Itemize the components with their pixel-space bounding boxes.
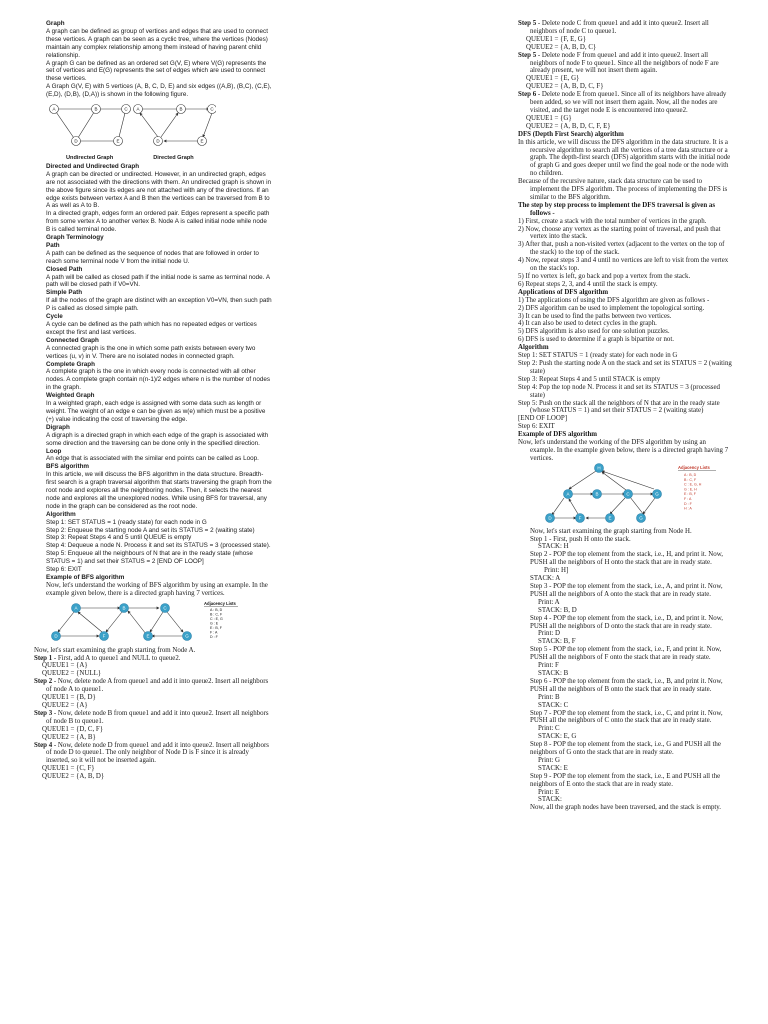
fig1-node-label: B xyxy=(179,106,183,112)
dfs-steps-heading: The step by step process to implement the DFS traversal is given as follows - xyxy=(518,201,716,217)
fig2-adjacency-entry: B : C, F xyxy=(210,612,223,617)
fig3-node-label: H xyxy=(597,465,601,471)
step-text: Step 2 - POP the top element from the stack, i.e., H, and print it. Now, PUSH all the neighbors of H onto the stack that are in ready state. xyxy=(530,551,723,567)
graph-heading: Graph xyxy=(46,20,65,27)
connected-heading: Connected Graph xyxy=(46,336,99,344)
print-line: Print: B xyxy=(538,693,560,701)
step-label: Step 4 xyxy=(34,741,53,749)
loop-heading: Loop xyxy=(46,447,62,455)
step-text: - Now, delete node A from queue1 and add it into queue2. Insert all neighbors of node A to queue1. xyxy=(46,678,269,694)
closed-path-text: A path will be called as closed path if the initial node is same as terminal node. A path will be closed path if V0=VN. xyxy=(46,273,270,289)
fig1-node-label: E xyxy=(200,138,204,144)
step-label: Step 5 xyxy=(518,51,537,59)
queue-line: QUEUE2 = {A, B, D, C} xyxy=(526,43,597,51)
fig2-node-label: G xyxy=(185,633,189,639)
directed-graph-caption: Directed Graph xyxy=(153,154,194,161)
simple-path-text: If all the nodes of the graph are distinct with an exception V0=VN, then such path P is called as closed simple path. xyxy=(46,297,272,313)
left-column xyxy=(34,20,272,781)
dfs-text-2: Because of the recursive nature, stack data structure can be used to implement the DFS algorithm. The process of implementing the DFS is similar to the BFS algorithm. xyxy=(518,178,728,201)
dfs-process-step: 3) After that, push a non-visited vertex (adjacent to the vertex on the top of the stack) to the top of the stack. xyxy=(518,241,725,257)
complete-heading: Complete Graph xyxy=(46,360,95,368)
fig3-adjacency-entry: F : A xyxy=(684,496,692,501)
fig1-node-label: C xyxy=(124,106,128,112)
queue-line: QUEUE2 = {NULL} xyxy=(42,670,102,678)
bfs-step xyxy=(34,655,272,679)
step-label: Step 1 xyxy=(34,654,53,662)
fig3-node-label: D xyxy=(548,515,552,521)
step-text: - First, add A to queue1 and NULL to queue2. xyxy=(52,654,181,662)
bfs-graph-figure xyxy=(46,598,272,647)
fig3-node-label: F xyxy=(578,515,582,521)
dfs-algo-step: Step 2: Push the starting node A on the stack and set its STATUS = 2 (waiting state) xyxy=(518,359,732,375)
bfs-example-text: Now, let's understand the working of BFS algorithm by using an example. In the example given below, there is a directed graph having 7 vertices. xyxy=(46,581,268,597)
directed-text-2: In a directed graph, edges form an ordered pair. Edges represent a specific path from some vertex A to another vertex B. Node A is called initial node while node B is called terminal node. xyxy=(46,210,270,234)
bfs-step xyxy=(518,52,732,92)
stack-line: STACK: E, G xyxy=(538,733,577,741)
dfs-algo-step: Step 5: Push on the stack all the neighbors of N that are in the ready state (whose STATUS = 1) and set their STATUS = 2 (waiting state) xyxy=(518,399,720,415)
digraph-text: A digraph is a directed graph in which each edge of the graph is associated with some direction and the traversing can be done only in the specified direction. xyxy=(46,431,269,447)
step-label: Step 2 xyxy=(34,678,53,686)
queue-line: QUEUE1 = {G} xyxy=(526,114,572,122)
dfs-application: 3) It can be used to find the paths between two vertices. xyxy=(518,312,672,320)
fig2-node-label: B xyxy=(122,605,126,611)
dfs-algo-step: Step 6: EXIT xyxy=(518,423,555,431)
path-heading: Path xyxy=(46,241,60,249)
step-text: Step 6 - POP the top element from the stack, i.e., B, and print it. Now, PUSH all the neighbors of B onto the stack that are in ready state. xyxy=(530,677,723,693)
dfs-graph-diagram xyxy=(528,463,728,525)
dfs-application: 5) DFS algorithm is also used for one solution puzzles. xyxy=(518,328,670,336)
bfs-step xyxy=(518,20,732,52)
step-text: Step 7 - POP the top element from the stack, i.e., C, and print it. Now, PUSH all the neighbors of C onto the stack that are in ready state. xyxy=(530,709,723,725)
step-text: - Delete node C from queue1 and add it into queue2. Insert all neighbors of node C to queue1. xyxy=(530,20,709,35)
weighted-heading: Weighted Graph xyxy=(46,392,95,400)
fig1-node-label: A xyxy=(52,106,56,112)
fig1-node-label: D xyxy=(156,138,160,144)
simple-path-heading: Simple Path xyxy=(46,289,83,297)
queue-line: QUEUE1 = {D, C, F} xyxy=(42,725,104,733)
fig1-node-label: C xyxy=(210,106,214,112)
fig2-adjacency-entry: D : F xyxy=(210,634,218,639)
queue-line: QUEUE1 = {B, D} xyxy=(42,694,96,702)
fig3-adjacency-entry: H : A xyxy=(684,506,692,511)
fig2-node-label: C xyxy=(163,605,167,611)
queue-line: QUEUE1 = {C, F} xyxy=(42,765,95,773)
dfs-algo-step: Step 4: Pop the top node N. Process it and set its STATUS = 3 (processed state) xyxy=(518,383,720,399)
bfs-algo-step: Step 1: SET STATUS = 1 (ready state) for each node in G xyxy=(46,518,207,526)
print-line: Print: C xyxy=(538,725,560,733)
step-label: Step 5 xyxy=(518,20,537,27)
dfs-step xyxy=(530,710,732,742)
dfs-algorithm-heading: Algorithm xyxy=(518,344,549,352)
fig1-node-label: D xyxy=(74,138,78,144)
queue-line: QUEUE2 = {A, B} xyxy=(42,733,96,741)
dfs-process-step: 4) Now, repeat steps 3 and 4 until no vertices are left to visit from the vertex on the stack's top. xyxy=(518,257,729,273)
dfs-end-text: Now, all the graph nodes have been traversed, and the stack is empty. xyxy=(530,804,722,812)
fig2-adjacency-entry: G : E xyxy=(210,621,219,626)
step-text: - Delete node E from queue1. Since all of its neighbors have already been added, so we will not insert them again. Now, all the nodes are visited, and the target node E is encountered into queue2. xyxy=(530,91,727,114)
fig3-node-label: G xyxy=(655,491,659,497)
cycle-heading: Cycle xyxy=(46,313,63,321)
dfs-application: 4) It can also be used to detect cycles in the graph. xyxy=(518,320,657,328)
step-text: Step 9 - POP the top element from the stack, i.e., E and PUSH all the neighbors of E onto the stack that are in ready state. xyxy=(530,772,721,788)
bfs-heading: BFS algorithm xyxy=(46,463,90,471)
step-label: Step 6 xyxy=(518,91,537,99)
fig3-adjacency-entry: G : E, H xyxy=(684,487,697,492)
queue-line: QUEUE1 = {F, E, G} xyxy=(526,35,587,43)
fig2-adjacency-entry: E : B, F xyxy=(210,625,222,630)
step-text: Step 4 - POP the top element from the stack, i.e., D, and print it. Now, PUSH all the neighbors of D onto the stack that are in ready state. xyxy=(530,614,723,630)
fig3-adjacency-entry: D : F xyxy=(684,501,692,506)
print-line: Print: H] xyxy=(544,567,569,575)
fig3-adjacency-title: Adjacency Lists xyxy=(678,464,710,470)
stack-line: STACK: B, F xyxy=(538,638,576,646)
stack-line: STACK: A xyxy=(530,575,561,583)
fig3-node-label: G xyxy=(639,515,643,521)
fig3-node-label: C xyxy=(626,491,630,497)
dfs-start-text: Now, let's start examining the graph starting from Node H. xyxy=(530,527,692,535)
fig3-node-label: B xyxy=(595,491,599,497)
stack-line: STACK: H xyxy=(538,543,569,551)
directed-heading: Directed and Undirected Graph xyxy=(46,162,140,170)
print-line: Print: F xyxy=(538,662,559,670)
path-text: A path can be defined as the sequence of nodes that are followed in order to reach some terminal node V from the initial node U. xyxy=(46,249,259,265)
step-label: Step 3 xyxy=(34,709,53,717)
stack-line: STACK: E xyxy=(538,764,568,772)
dfs-graph-figure xyxy=(518,463,732,528)
bfs-step xyxy=(34,710,272,742)
fig1-node-label: B xyxy=(94,106,98,112)
fig1-node-label: A xyxy=(136,106,140,112)
print-line: Print: D xyxy=(538,630,561,638)
step-text: Step 1 - First, push H onto the stack. xyxy=(530,535,631,543)
bfs-walkthrough xyxy=(34,647,272,781)
stack-line: STACK: xyxy=(538,796,562,804)
fig2-node-label: A xyxy=(74,605,78,611)
bfs-algo-step: Step 3: Repeat Steps 4 and 5 until QUEUE is empty xyxy=(46,534,192,542)
fig2-adjacency-title: Adjacency Lists xyxy=(204,600,236,606)
dfs-step xyxy=(530,583,732,615)
dfs-step xyxy=(530,773,732,805)
digraph-heading: Digraph xyxy=(46,423,70,431)
print-line: Print: E xyxy=(538,788,560,796)
fig2-node-label: D xyxy=(54,633,58,639)
queue-line: QUEUE1 = {E, G} xyxy=(526,75,580,83)
graph-figure xyxy=(46,99,272,163)
dfs-process-step: 1) First, create a stack with the total number of vertices in the graph. xyxy=(518,217,707,225)
undirected-graph-caption: Undirected Graph xyxy=(66,154,114,161)
complete-text: A complete graph is the one in which every node is connected with all other nodes. A complete graph contain n(n-1)/2 edges where n is the number of nodes in the graph. xyxy=(46,368,271,392)
cycle-text: A cycle can be defined as the path which has no repeated edges or vertices except the first and last vertices. xyxy=(46,321,257,336)
directed-text: A graph can be directed or undirected. However, in an undirected graph, edges are not associated with the directions with them. An undirected graph is shown in the above figure since its edges are not attached with any of the directions. If an edge exists between vertex A and B then the vertices can be traversed from B to A as well as A to B. xyxy=(46,170,272,210)
fig3-adjacency-entry: C : E, G, H xyxy=(684,482,702,487)
graph-intro: A graph can be defined as group of vertices and edges that are used to connect these vertices. A graph can be seen as a cyclic tree, where the vertices (Nodes) maintain any complex relationship among them instead of having parent child relationship. xyxy=(46,27,268,59)
bfs-algo-step: Step 4: Dequeue a node N. Process it and set its STATUS = 3 (processed state). xyxy=(46,542,271,550)
dfs-example-text: Now, let's understand the working of the DFS algorithm by using an example. In the example given below, there is a directed graph having 7 vertices. xyxy=(518,439,729,462)
dfs-application: 1) The applications of using the DFS algorithm are given as follows - xyxy=(518,296,710,304)
dfs-step xyxy=(530,615,732,647)
queue-line: QUEUE2 = {A, B, D} xyxy=(42,773,105,781)
dfs-process-step: 5) If no vertex is left, go back and pop a vertex from the stack. xyxy=(518,273,691,280)
undirected-directed-graph-diagram xyxy=(46,99,216,155)
fig3-node-label: A xyxy=(566,491,570,497)
print-line: Print: G xyxy=(538,756,561,764)
queue-line: QUEUE2 = {A} xyxy=(42,701,88,709)
dfs-algo-step: [END OF LOOP] xyxy=(518,415,567,423)
dfs-text: In this article, we will discuss the DFS algorithm in the data structure. It is a recursive algorithm to search all the vertices of a tree data structure or a graph. The depth-first search (DFS) algorithm starts with the initial node of graph G and goes deeper until we find the goal node or the node with no children. xyxy=(518,138,731,178)
fig2-adjacency-entry: C : E, G xyxy=(210,616,223,621)
queue-line: QUEUE2 = {A, B, D, C, F} xyxy=(526,83,604,91)
fig3-adjacency-entry: E : B, F xyxy=(684,491,696,496)
fig2-adjacency-entry: F : A xyxy=(210,630,218,635)
bfs-start-text: Now, let's start examining the graph starting from Node A. xyxy=(34,646,196,654)
stack-line: STACK: B, D xyxy=(538,606,577,614)
dfs-process-step: 6) Repeat steps 2, 3, and 4 until the stack is empty. xyxy=(518,280,658,288)
closed-path-heading: Closed Path xyxy=(46,265,83,273)
bfs-algo-step: Step 2: Enqueue the starting node A and set its STATUS = 2 (waiting state) xyxy=(46,526,255,534)
dfs-step xyxy=(530,678,732,710)
bfs-algo-step: Step 6: EXIT xyxy=(46,566,82,574)
bfs-graph-diagram xyxy=(46,598,266,644)
fig2-node-label: F xyxy=(102,633,106,639)
step-text: Step 5 - POP the top element from the stack, i.e., F, and print it. Now, PUSH all the neighbors of F onto the stack that are in ready state. xyxy=(530,646,722,662)
bfs-example-heading: Example of BFS algorithm xyxy=(46,574,125,581)
bfs-algo-step: Step 5: Enqueue all the neighbours of N that are in the ready state (whose STATUS = 1) and set their STATUS = 2 [END OF LOOP] xyxy=(46,550,253,566)
fig3-adjacency-entry: A : B, D xyxy=(684,472,697,477)
fig2-adjacency-entry: A : B, D xyxy=(210,607,223,612)
step-text: - Delete node F from queue1 and add it into queue2. Insert all neighbors of node F to queue1. Since all the neighbors of node F are already present, we will not insert them again. xyxy=(530,51,719,75)
terminology-heading: Graph Terminology xyxy=(46,234,104,242)
step-text: Step 3 - POP the top element from the stack, i.e., A, and print it. Now, PUSH all the neighbors of A onto the stack that are in ready state. xyxy=(530,583,723,598)
print-line: Print: A xyxy=(538,598,560,606)
dfs-walkthrough xyxy=(518,528,732,813)
stack-line: STACK: C xyxy=(538,701,569,709)
queue-line: QUEUE1 = {A} xyxy=(42,662,88,670)
fig3-adjacency-entry: B : C, F xyxy=(684,477,697,482)
dfs-step xyxy=(530,741,732,773)
graph-definition: A graph G can be defined as an ordered set G(V, E) where V(G) represents the set of vertices and E(G) represents the set of edges which are used to connect these vertices. xyxy=(46,59,267,83)
stack-line: STACK: B xyxy=(538,669,569,677)
graph-example: A Graph G(V, E) with 5 vertices (A, B, C, D, E) and six edges ((A,B), (B,C), (C,E), (E,D), (D,B), (D,A)) is shown in the following figure. xyxy=(46,83,272,99)
dfs-application: 6) DFS is used to determine if a graph is bipartite or not. xyxy=(518,336,674,344)
dfs-step xyxy=(530,551,732,583)
right-column xyxy=(518,20,732,812)
weighted-text: In a weighted graph, each edge is assigned with some data such as length or weight. The weight of an edge e can be given as w(e) which must be a positive (+) value indicating the cost of traversing the edge. xyxy=(46,400,266,423)
dfs-application: 2) DFS algorithm can be used to implement the topological sorting. xyxy=(518,304,705,312)
dfs-step xyxy=(530,646,732,678)
step-text: - Now, delete node D from queue1 and add it into queue2. Insert all neighbors of node D to queue1. The only neighbor of Node D is F since it is already inserted, so it will not be inserted again. xyxy=(46,741,269,765)
bfs-step xyxy=(34,742,272,782)
dfs-process-step: 2) Now, choose any vertex as the starting point of traversal, and push that vertex into the stack. xyxy=(518,225,721,241)
connected-text: A connected graph is the one in which some path exists between every two vertices (u, v) in V. There are no isolated nodes in connected graph. xyxy=(46,344,256,360)
dfs-step xyxy=(530,536,732,552)
dfs-example-heading: Example of DFS algorithm xyxy=(518,431,598,439)
queue-line: QUEUE2 = {A, B, D, C, F, E} xyxy=(526,122,611,130)
bfs-text: In this article, we will discuss the BFS algorithm in the data structure. Breadth-first search is a graph traversal algorithm that starts traversing the graph from the root node and explores all the neighboring nodes. Then, it selects the nearest node and explores all the unexplored nodes. While using BFS for traversal, any node in the graph can be considered as the root node. xyxy=(46,471,272,510)
fig2-node-label: E xyxy=(146,633,150,639)
step-text: - Now, delete node B from queue1 and add it into queue2. Insert all neighbors of node B to queue1. xyxy=(46,709,269,725)
dfs-heading: DFS (Depth First Search) algorithm xyxy=(518,130,624,138)
step-text: Step 8 - POP the top element from the stack, i.e., G and PUSH all the neighbors of G onto the stack that are in ready state. xyxy=(530,741,721,757)
bfs-step xyxy=(518,91,732,131)
dfs-algo-step: Step 1: SET STATUS = 1 (ready state) for each node in G xyxy=(518,352,678,360)
bfs-step xyxy=(34,678,272,710)
bfs-algorithm-heading: Algorithm xyxy=(46,510,76,518)
loop-text: An edge that is associated with the similar end points can be called as Loop. xyxy=(46,455,259,463)
fig1-node-label: E xyxy=(116,138,120,144)
fig3-node-label: E xyxy=(608,515,612,521)
dfs-algo-step: Step 3: Repeat Steps 4 and 5 until STACK is empty xyxy=(518,375,661,383)
dfs-applications-heading: Applications of DFS algorithm xyxy=(518,288,609,296)
